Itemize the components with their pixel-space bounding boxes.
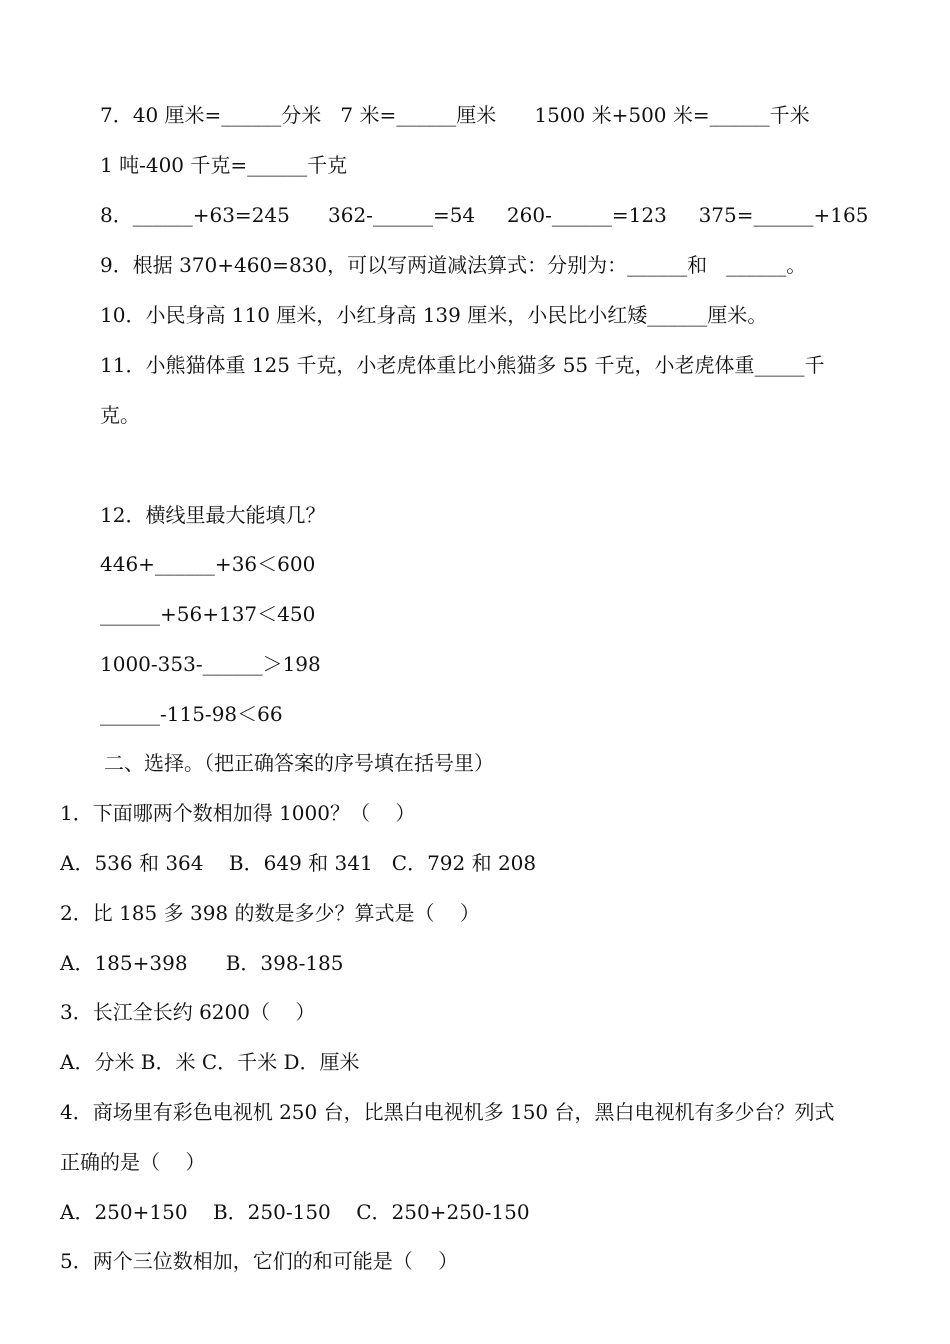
q11-line-2: 克。 (100, 403, 140, 427)
section-2-heading: 二、选择。（把正确答案的序号填在括号里） (104, 751, 494, 775)
q12-item-3: 1000-353-______＞198 (100, 652, 321, 676)
q9-line: 9．根据 370+460=830，可以写两道减法算式：分别为：______和 ______。 (100, 253, 807, 277)
q12-item-2: ______+56+137＜450 (100, 602, 316, 626)
choice-q2: 2．比 185 多 398 的数是多少？算式是（ ） (60, 901, 480, 925)
q7-line-1: 7．40 厘米=______分米 7 米=______厘米 1500 米+500 米=______千米 (100, 103, 810, 127)
choice-q4-line-1: 4．商场里有彩色电视机 250 台，比黑白电视机多 150 台，黑白电视机有多少台？列式 (60, 1100, 835, 1124)
choice-q2-options: A．185+398 B．398-185 (60, 951, 344, 975)
q12-title: 12．横线里最大能填几？ (100, 503, 326, 527)
q7-line-2: 1 吨-400 千克=______千克 (100, 153, 348, 177)
q11-line-1: 11．小熊猫体重 125 千克，小老虎体重比小熊猫多 55 千克，小老虎体重_____千 (100, 353, 825, 377)
choice-q5: 5．两个三位数相加，它们的和可能是（ ） (60, 1249, 459, 1273)
q10-line: 10．小民身高 110 厘米，小红身高 139 厘米，小民比小红矮______厘米。 (100, 303, 768, 327)
choice-q1-options: A．536 和 364 B．649 和 341 C．792 和 208 (60, 851, 537, 875)
choice-q3: 3．长江全长约 6200（ ） (60, 1000, 316, 1024)
choice-q1: 1．下面哪两个数相加得 1000？（ ） (60, 801, 416, 825)
q8-line: 8．______+63=245 362-______=54 260-______=123 375=______+165 (100, 203, 869, 227)
choice-q4-options: A．250+150 B．250-150 C．250+250-150 (60, 1200, 530, 1224)
choice-q3-options: A．分米 B．米 C．千米 D．厘米 (60, 1050, 360, 1074)
q12-item-1: 446+______+36＜600 (100, 552, 316, 576)
choice-q4-line-2: 正确的是（ ） (60, 1150, 206, 1174)
q12-item-4: ______-115-98＜66 (100, 702, 283, 726)
